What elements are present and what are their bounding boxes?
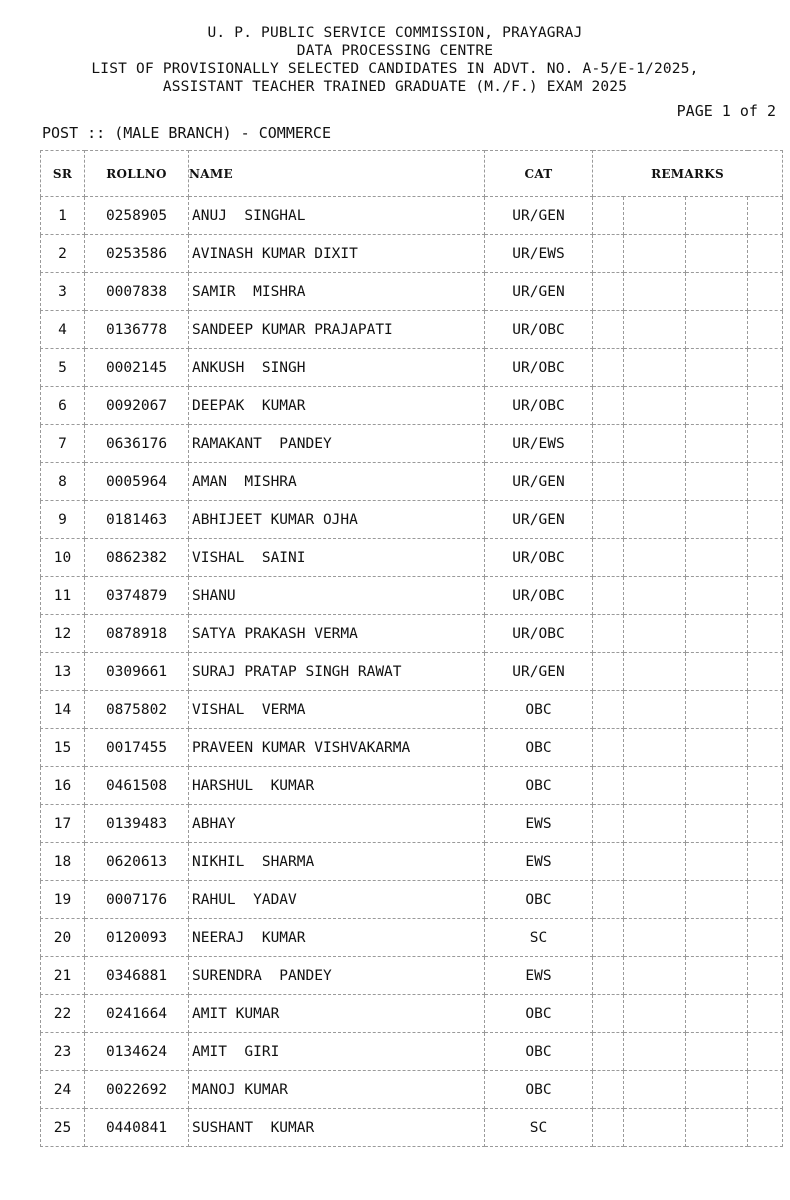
category-cell: UR/EWS [485,235,593,273]
remarks-cell [624,957,686,995]
remarks-cell [686,197,748,235]
remarks-cell [624,881,686,919]
remarks-cell [593,387,624,425]
remarks-cell [624,1033,686,1071]
sr-cell: 7 [41,425,85,463]
sr-cell: 3 [41,273,85,311]
table-row [41,463,783,501]
remarks-cell [686,1033,748,1071]
name-cell: AVINASH KUMAR DIXIT [189,235,485,273]
category-cell: UR/OBC [485,615,593,653]
rollno-cell: 0136778 [85,311,189,349]
category-cell: UR/EWS [485,425,593,463]
remarks-cell [593,691,624,729]
table-row [41,235,783,273]
rollno-cell: 0139483 [85,805,189,843]
remarks-cell [748,881,783,919]
remarks-cell [624,729,686,767]
remarks-cell [624,843,686,881]
table-row [41,767,783,805]
rollno-cell: 0241664 [85,995,189,1033]
remarks-cell [593,425,624,463]
sr-cell: 4 [41,311,85,349]
rollno-cell: 0181463 [85,501,189,539]
remarks-cell [748,425,783,463]
table-row [41,729,783,767]
remarks-cell [686,539,748,577]
remarks-cell [748,615,783,653]
remarks-cell [686,501,748,539]
document-header [0,24,790,96]
remarks-cell [593,1071,624,1109]
sr-cell: 25 [41,1109,85,1147]
remarks-cell [593,197,624,235]
table-header-row [41,151,783,197]
rollno-cell: 0374879 [85,577,189,615]
name-cell: MANOJ KUMAR [189,1071,485,1109]
table-row [41,197,783,235]
remarks-cell [748,843,783,881]
remarks-cell [624,919,686,957]
remarks-cell [748,387,783,425]
remarks-cell [748,311,783,349]
table-row [41,273,783,311]
rollno-cell: 0878918 [85,615,189,653]
remarks-cell [624,653,686,691]
remarks-cell [624,577,686,615]
sr-cell: 15 [41,729,85,767]
remarks-cell [748,349,783,387]
category-cell: UR/GEN [485,197,593,235]
sr-cell: 13 [41,653,85,691]
remarks-cell [593,539,624,577]
rollno-cell: 0440841 [85,1109,189,1147]
remarks-cell [748,501,783,539]
exam-title: ASSISTANT TEACHER TRAINED GRADUATE (M./F.) EXAM 2025 [162,79,628,95]
remarks-cell [686,349,748,387]
remarks-cell [593,311,624,349]
sr-cell: 24 [41,1071,85,1109]
rollno-cell: 0134624 [85,1033,189,1071]
remarks-cell [593,957,624,995]
remarks-cell [686,1109,748,1147]
rollno-cell: 0620613 [85,843,189,881]
name-cell: SHANU [189,577,485,615]
remarks-cell [624,615,686,653]
remarks-cell [748,653,783,691]
rollno-cell: 0253586 [85,235,189,273]
post-title: POST :: (MALE BRANCH) - COMMERCE [42,124,331,142]
name-cell: DEEPAK KUMAR [189,387,485,425]
sr-cell: 23 [41,1033,85,1071]
remarks-cell [624,463,686,501]
category-cell: EWS [485,957,593,995]
remarks-cell [686,653,748,691]
remarks-cell [593,1109,624,1147]
name-cell: SUSHANT KUMAR [189,1109,485,1147]
rollno-cell: 0092067 [85,387,189,425]
name-cell: AMIT GIRI [189,1033,485,1071]
name-cell: ABHAY [189,805,485,843]
name-cell: VISHAL SAINI [189,539,485,577]
remarks-cell [748,957,783,995]
rollno-cell: 0862382 [85,539,189,577]
remarks-cell [748,577,783,615]
remarks-cell [593,881,624,919]
remarks-cell [624,995,686,1033]
table-row [41,425,783,463]
remarks-cell [624,197,686,235]
remarks-cell [686,615,748,653]
rollno-cell: 0120093 [85,919,189,957]
remarks-cell [686,919,748,957]
rollno-cell: 0309661 [85,653,189,691]
remarks-cell [624,1071,686,1109]
column-header-remarks: REMARKS [593,151,783,197]
rollno-cell: 0875802 [85,691,189,729]
centre-title: DATA PROCESSING CENTRE [296,43,494,59]
column-header-sr: SR [41,151,85,197]
table-row [41,387,783,425]
remarks-cell [686,387,748,425]
remarks-cell [624,691,686,729]
remarks-cell [686,235,748,273]
name-cell: SURENDRA PANDEY [189,957,485,995]
table-row [41,311,783,349]
name-cell: ANUJ SINGHAL [189,197,485,235]
sr-cell: 12 [41,615,85,653]
selected-candidates-table [40,150,783,1147]
name-cell: SURAJ PRATAP SINGH RAWAT [189,653,485,691]
table-row [41,653,783,691]
name-cell: HARSHUL KUMAR [189,767,485,805]
category-cell: EWS [485,805,593,843]
remarks-cell [593,577,624,615]
remarks-cell [686,729,748,767]
remarks-cell [686,843,748,881]
remarks-cell [593,767,624,805]
category-cell: UR/OBC [485,349,593,387]
remarks-cell [593,463,624,501]
remarks-cell [624,235,686,273]
name-cell: ANKUSH SINGH [189,349,485,387]
remarks-cell [686,1071,748,1109]
name-cell: PRAVEEN KUMAR VISHVAKARMA [189,729,485,767]
table-row [41,615,783,653]
sr-cell: 9 [41,501,85,539]
table-row [41,1033,783,1071]
table-row [41,539,783,577]
table-row [41,843,783,881]
table-row [41,577,783,615]
remarks-cell [593,273,624,311]
sr-cell: 19 [41,881,85,919]
remarks-cell [593,729,624,767]
sr-cell: 21 [41,957,85,995]
sr-cell: 20 [41,919,85,957]
table-row [41,995,783,1033]
name-cell: AMIT KUMAR [189,995,485,1033]
remarks-cell [748,995,783,1033]
sr-cell: 8 [41,463,85,501]
name-cell: NEERAJ KUMAR [189,919,485,957]
category-cell: OBC [485,691,593,729]
sr-cell: 10 [41,539,85,577]
rollno-cell: 0007838 [85,273,189,311]
sr-cell: 6 [41,387,85,425]
category-cell: UR/OBC [485,311,593,349]
remarks-cell [624,425,686,463]
remarks-cell [686,311,748,349]
sr-cell: 17 [41,805,85,843]
remarks-cell [593,501,624,539]
remarks-cell [686,805,748,843]
table-row [41,349,783,387]
remarks-cell [624,501,686,539]
page-number: PAGE 1 of 2 [676,102,776,120]
sr-cell: 11 [41,577,85,615]
remarks-cell [686,463,748,501]
remarks-cell [748,1109,783,1147]
category-cell: OBC [485,1071,593,1109]
remarks-cell [686,995,748,1033]
remarks-cell [624,539,686,577]
remarks-cell [624,1109,686,1147]
category-cell: OBC [485,767,593,805]
category-cell: UR/OBC [485,577,593,615]
sr-cell: 2 [41,235,85,273]
commission-title: U. P. PUBLIC SERVICE COMMISSION, PRAYAGRAJ [207,25,583,41]
table-row [41,501,783,539]
rollno-cell: 0258905 [85,197,189,235]
remarks-cell [593,843,624,881]
category-cell: UR/GEN [485,463,593,501]
name-cell: RAHUL YADAV [189,881,485,919]
name-cell: SAMIR MISHRA [189,273,485,311]
remarks-cell [686,881,748,919]
remarks-cell [624,767,686,805]
table-row [41,691,783,729]
remarks-cell [593,1033,624,1071]
remarks-cell [593,615,624,653]
column-header-cat: CAT [485,151,593,197]
category-cell: OBC [485,1033,593,1071]
table-row [41,919,783,957]
sr-cell: 22 [41,995,85,1033]
remarks-cell [686,577,748,615]
column-header-name: NAME [189,151,485,197]
category-cell: UR/GEN [485,501,593,539]
remarks-cell [686,957,748,995]
rollno-cell: 0017455 [85,729,189,767]
table-row [41,1071,783,1109]
remarks-cell [748,539,783,577]
name-cell: SANDEEP KUMAR PRAJAPATI [189,311,485,349]
remarks-cell [748,197,783,235]
remarks-cell [686,425,748,463]
name-cell: SATYA PRAKASH VERMA [189,615,485,653]
name-cell: VISHAL VERMA [189,691,485,729]
remarks-cell [624,273,686,311]
list-title: LIST OF PROVISIONALLY SELECTED CANDIDATES IN ADVT. NO. A-5/E-1/2025, [91,61,699,77]
rollno-cell: 0007176 [85,881,189,919]
remarks-cell [748,805,783,843]
name-cell: ABHIJEET KUMAR OJHA [189,501,485,539]
remarks-cell [748,463,783,501]
column-header-rollno: ROLLNO [85,151,189,197]
name-cell: RAMAKANT PANDEY [189,425,485,463]
remarks-cell [593,349,624,387]
remarks-cell [748,235,783,273]
table-row [41,805,783,843]
category-cell: EWS [485,843,593,881]
remarks-cell [593,653,624,691]
sr-cell: 16 [41,767,85,805]
rollno-cell: 0636176 [85,425,189,463]
remarks-cell [624,311,686,349]
remarks-cell [748,273,783,311]
rollno-cell: 0005964 [85,463,189,501]
remarks-cell [593,995,624,1033]
name-cell: NIKHIL SHARMA [189,843,485,881]
remarks-cell [593,805,624,843]
remarks-cell [748,691,783,729]
table-row [41,957,783,995]
remarks-cell [748,1071,783,1109]
table-row [41,881,783,919]
rollno-cell: 0022692 [85,1071,189,1109]
remarks-cell [748,1033,783,1071]
category-cell: SC [485,919,593,957]
category-cell: UR/OBC [485,539,593,577]
name-cell: AMAN MISHRA [189,463,485,501]
remarks-cell [593,919,624,957]
remarks-cell [686,273,748,311]
sr-cell: 1 [41,197,85,235]
remarks-cell [624,387,686,425]
sr-cell: 5 [41,349,85,387]
remarks-cell [686,767,748,805]
category-cell: UR/GEN [485,653,593,691]
sr-cell: 18 [41,843,85,881]
remarks-cell [624,349,686,387]
category-cell: OBC [485,881,593,919]
remarks-cell [748,729,783,767]
remarks-cell [748,919,783,957]
sr-cell: 14 [41,691,85,729]
remarks-cell [686,691,748,729]
rollno-cell: 0002145 [85,349,189,387]
category-cell: SC [485,1109,593,1147]
remarks-cell [748,767,783,805]
category-cell: OBC [485,995,593,1033]
category-cell: UR/GEN [485,273,593,311]
category-cell: UR/OBC [485,387,593,425]
table-row [41,1109,783,1147]
rollno-cell: 0346881 [85,957,189,995]
category-cell: OBC [485,729,593,767]
remarks-cell [593,235,624,273]
rollno-cell: 0461508 [85,767,189,805]
remarks-cell [624,805,686,843]
